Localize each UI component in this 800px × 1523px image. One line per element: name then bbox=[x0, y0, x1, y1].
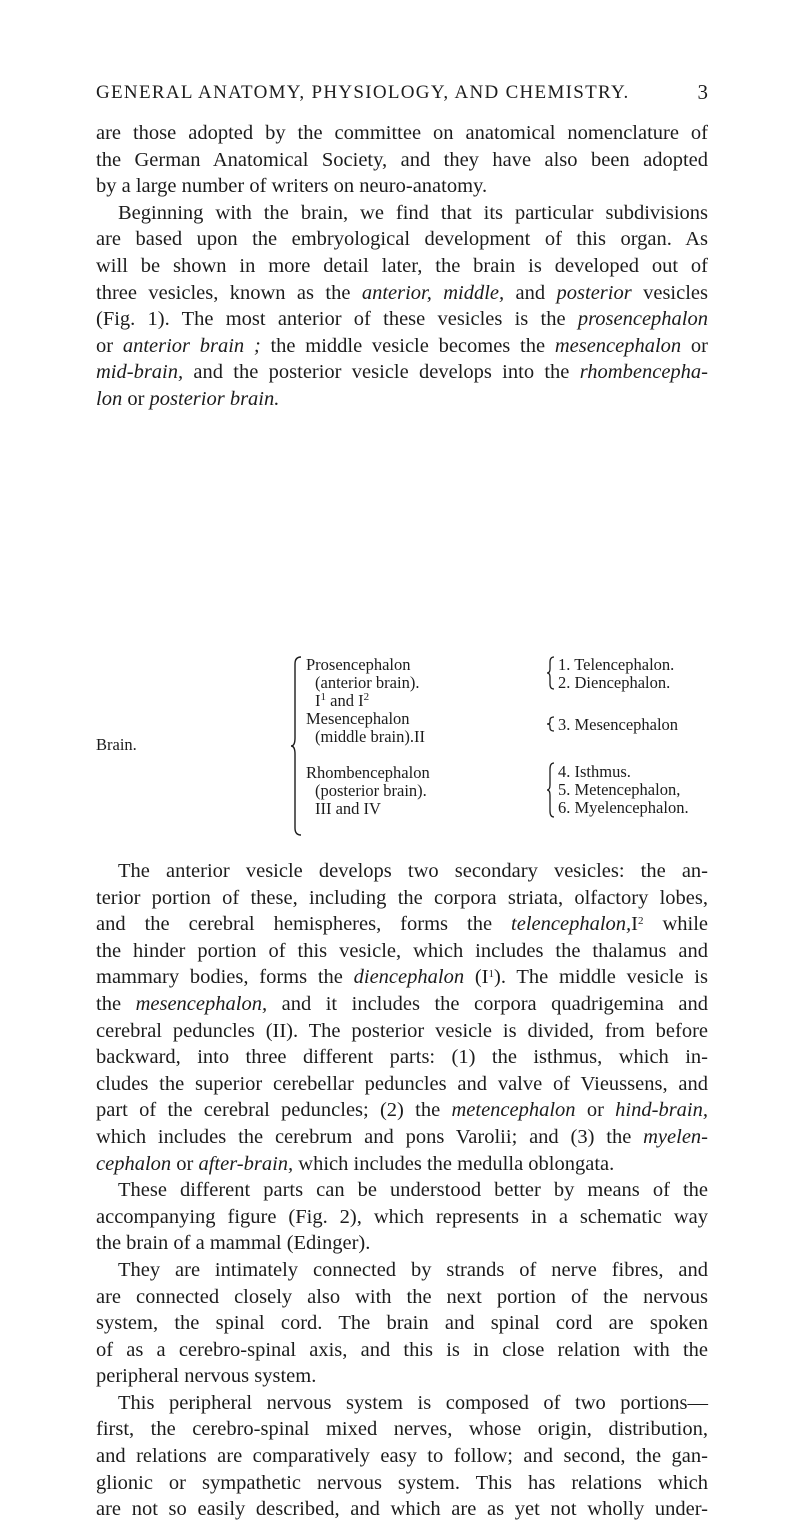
italic-term: hind-brain, bbox=[615, 1099, 708, 1122]
text-line: are based upon the embryological development of this organ. As bbox=[96, 228, 708, 251]
text-line bbox=[96, 333, 708, 360]
italic-term: posterior brain. bbox=[149, 387, 280, 410]
text-line bbox=[96, 359, 708, 386]
text-line: will be shown in more detail later, the brain is developed out of bbox=[96, 254, 708, 277]
italic-term: metencephalon bbox=[451, 1099, 576, 1122]
italic-term: anterior, middle, bbox=[361, 281, 505, 304]
text-line: These different parts can be understood better by means of the bbox=[118, 1179, 708, 1202]
text-run: which includes the medulla oblongata. bbox=[293, 1152, 615, 1175]
intro-text bbox=[96, 120, 708, 413]
table-root-label: Brain. bbox=[96, 735, 137, 754]
text-run: the middle vesicle becomes the bbox=[260, 334, 555, 357]
italic-term: cephalon bbox=[96, 1152, 172, 1175]
text-run: or bbox=[171, 1152, 199, 1175]
text-line: and relations are comparatively easy to follow; and second, the gan- bbox=[96, 1445, 708, 1468]
italic-term: myelen- bbox=[643, 1125, 708, 1148]
text-run: mammary bodies, forms the bbox=[96, 966, 354, 989]
text-run: and the posterior vesicle develops into the bbox=[183, 361, 580, 384]
header-title: GENERAL ANATOMY, PHYSIOLOGY, AND CHEMISTRY. bbox=[96, 82, 630, 103]
brace-icon bbox=[546, 716, 555, 732]
text-line bbox=[96, 991, 708, 1018]
left-brace-icon bbox=[291, 656, 303, 836]
brain-division-table bbox=[96, 650, 708, 840]
italic-term: prosencephalon bbox=[577, 308, 708, 331]
italic-term: anterior brain ; bbox=[122, 334, 261, 357]
text-run: or bbox=[122, 387, 150, 410]
text-line: of as a cerebro-spinal axis, and this is in close relation with the bbox=[96, 1338, 708, 1361]
main-text bbox=[96, 858, 708, 1523]
rhombencephalon-numerals: III and IV bbox=[315, 799, 381, 818]
text-line: the hinder portion of this vesicle, which includes the thalamus and bbox=[96, 939, 708, 962]
text-line: This peripheral nervous system is composed of two portions— bbox=[118, 1391, 708, 1414]
text-run: and it includes the corpora quadrigemina and bbox=[267, 992, 709, 1015]
prosencephalon-gloss: (anterior brain). bbox=[315, 673, 420, 692]
text-line: cerebral peduncles (II). The posterior vesicle is divided, from before bbox=[96, 1019, 708, 1042]
paragraph-vesicles bbox=[96, 858, 708, 1177]
superscript: 1 bbox=[320, 691, 326, 703]
text-line: are connected closely also with the next portion of the nervous bbox=[96, 1285, 708, 1308]
superscript: 1 bbox=[488, 968, 494, 981]
text-line: The anterior vesicle develops two secondary vesicles: the an- bbox=[118, 860, 708, 882]
italic-term: after-brain, bbox=[198, 1152, 294, 1175]
text-run: (Fig. 1). The most anterior of these vesicles is the bbox=[96, 308, 578, 331]
text-run: part of the cerebral peduncles; (2) the bbox=[96, 1099, 452, 1122]
text-line: first, the cerebro-spinal mixed nerves, whose origin, distribution, bbox=[96, 1418, 708, 1441]
division-diencephalon: 2. Diencephalon. bbox=[558, 673, 671, 692]
text-line: Beginning with the brain, we find that its particular subdivisions bbox=[118, 201, 708, 224]
text-line: terior portion of these, including the corpora striata, olfactory lobes, bbox=[96, 886, 708, 909]
italic-term: diencephalon bbox=[353, 966, 465, 989]
mesencephalon-label: Mesencephalon bbox=[306, 709, 410, 728]
text-line: are those adopted by the committee on anatomical nomenclature of bbox=[96, 122, 708, 144]
text-line bbox=[96, 964, 708, 991]
text-run: or bbox=[681, 334, 708, 357]
text-line bbox=[96, 911, 708, 938]
brace-icon bbox=[546, 762, 555, 818]
italic-term: telencephalon, bbox=[511, 913, 632, 936]
italic-term: mesencephalon, bbox=[135, 992, 268, 1015]
text-line bbox=[96, 306, 708, 333]
italic-term: rhombencepha- bbox=[579, 361, 708, 384]
text-run: while bbox=[643, 913, 708, 936]
text-run: I bbox=[631, 913, 638, 936]
page-number: 3 bbox=[697, 80, 708, 104]
text-line: are not so easily described, and which are as yet not wholly under- bbox=[96, 1498, 708, 1521]
mesencephalon-gloss: (middle brain).II bbox=[315, 727, 425, 746]
text-line: cludes the superior cerebellar peduncles and valve of Vieussens, and bbox=[96, 1072, 708, 1095]
italic-term: posterior bbox=[556, 281, 632, 304]
text-line bbox=[96, 1124, 708, 1151]
text-run: and the cerebral hemispheres, forms the bbox=[96, 913, 512, 936]
text-line bbox=[96, 1097, 708, 1124]
paragraph-peripheral bbox=[96, 1390, 708, 1523]
prosencephalon-label: Prosencephalon bbox=[306, 655, 411, 674]
text-line: by a large number of writers on neuro-anatomy. bbox=[96, 175, 488, 198]
italic-term: lon bbox=[96, 387, 123, 410]
text-run: or bbox=[575, 1099, 616, 1122]
division-telencephalon: 1. Telencephalon. bbox=[558, 655, 675, 674]
text-run: I bbox=[315, 691, 321, 710]
text-run: three vesicles, known as the bbox=[96, 281, 362, 304]
text-line: accompanying figure (Fig. 2), which represents in a schematic way bbox=[96, 1205, 708, 1228]
text-line: glionic or sympathetic nervous system. This has relations which bbox=[96, 1471, 708, 1494]
paragraph-connections bbox=[96, 1257, 708, 1390]
text-line: backward, into three different parts: (1) the isthmus, which in- bbox=[96, 1046, 708, 1069]
text-line: the German Anatomical Society, and they have also been adopted bbox=[96, 148, 708, 171]
superscript: 2 bbox=[363, 691, 370, 703]
text-run: (I bbox=[464, 966, 489, 989]
paragraph-embryology bbox=[96, 200, 708, 413]
text-run: which includes the cerebrum and pons Varolii; and (3) the bbox=[96, 1125, 644, 1148]
rhombencephalon-label: Rhombencephalon bbox=[306, 763, 430, 782]
text-line bbox=[96, 1151, 708, 1178]
text-run: and I bbox=[326, 691, 364, 710]
text-line bbox=[96, 280, 708, 307]
text-line: They are intimately connected by strands of nerve fibres, and bbox=[118, 1258, 708, 1281]
prosencephalon-numerals bbox=[315, 692, 369, 710]
paragraph-continuation bbox=[96, 120, 708, 200]
text-line: peripheral nervous system. bbox=[96, 1365, 317, 1388]
text-line bbox=[96, 386, 708, 413]
division-myelencephalon: 6. Myelencephalon. bbox=[558, 798, 689, 817]
superscript: 2 bbox=[637, 915, 644, 928]
rhombencephalon-gloss: (posterior brain). bbox=[315, 781, 427, 800]
text-line: system, the spinal cord. The brain and spinal cord are spoken bbox=[96, 1312, 708, 1335]
division-mesencephalon: 3. Mesencephalon bbox=[558, 715, 679, 734]
text-run: the bbox=[96, 992, 136, 1015]
division-metencephalon: 5. Metencephalon, bbox=[558, 780, 681, 799]
text-run: and bbox=[504, 281, 557, 304]
text-run: or bbox=[96, 334, 123, 357]
paragraph-figure bbox=[96, 1177, 708, 1257]
division-isthmus: 4. Isthmus. bbox=[558, 762, 631, 781]
running-header bbox=[96, 82, 708, 110]
italic-term: mesencephalon bbox=[554, 334, 682, 357]
brace-icon bbox=[546, 656, 555, 690]
text-line: the brain of a mammal (Edinger). bbox=[96, 1232, 371, 1255]
italic-term: mid-brain, bbox=[96, 361, 184, 384]
text-run: vesicles bbox=[631, 281, 708, 304]
text-run: ). The middle vesicle is bbox=[494, 966, 708, 989]
